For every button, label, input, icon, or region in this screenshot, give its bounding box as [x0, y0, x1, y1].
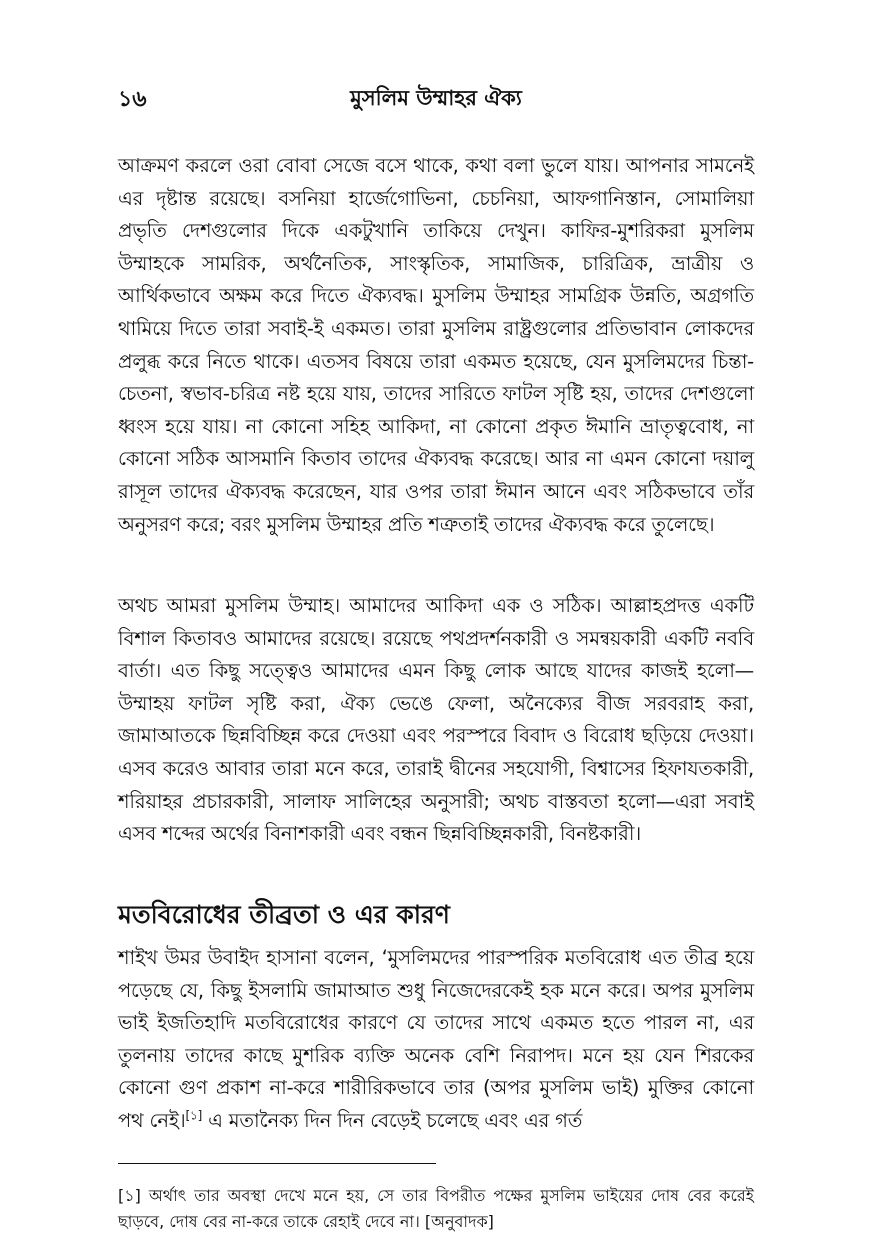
running-title: মুসলিম উম্মাহর ঐক্য — [350, 86, 522, 110]
page-header — [118, 82, 754, 118]
footnote-reference[interactable]: [১] — [185, 1108, 203, 1123]
book-page — [118, 0, 754, 1252]
footnote: [১] অর্থাৎ তার অবস্থা দেখে মনে হয়, সে তার বিপরীত পক্ষের মুসলিম ভাইয়ের দোষ বের করেই ছাড়বে, দোষ বের না-করে তাকে রেহাই দেবে না। [অনুবাদক] — [118, 1186, 754, 1231]
body-paragraph-1: আক্রমণ করলে ওরা বোবা সেজে বসে থাকে, কথা বলা ভুলে যায়। আপনার সামনেই এর দৃষ্টান্ত রয়েছে। বসনিয়া হার্জেগোভিনা, চেচনিয়া, আফগানিস্তান, সোমালিয়া প্রভৃতি দেশগুলোর দিকে একটুখানি তাকিয়ে দেখুন। কাফির-মুশরিকরা মুসলিম উম্মাহকে সামরিক, অর্থনৈতিক, সাংস্কৃতিক, সামাজিক, চারিত্রিক, ভ্রাত্রীয় ও আর্থিকভাবে অক্ষম করে দিতে ঐক্যবদ্ধ। মুসলিম উম্মাহর সামগ্রিক উন্নতি, অগ্রগতি থামিয়ে দিতে তারা সবাই-ই একমত। তারা মুসলিম রাষ্ট্রগুলোর প্রতিভাবান লোকদের প্রলুব্ধ করে নিতে থাকে। এতসব বিষয়ে তারা একমত হয়েছে, যেন মুসলিমদের চিন্তা-চেতনা, স্বভাব-চরিত্র নষ্ট হয়ে যায়, তাদের সারিতে ফাটল সৃষ্টি হয়, তাদের দেশগুলো ধ্বংস হয়ে যায়। না কোনো সহিহ আকিদা, না কোনো প্রকৃত ঈমানি ভ্রাতৃত্ববোধ, না কোনো সঠিক আসমানি কিতাব তাদের ঐক্যবদ্ধ করেছে। আর না এমন কোনো দয়ালু রাসূল তাদের ঐক্যবদ্ধ করেছেন, যার ওপর তারা ঈমান আনে এবং সঠিকভাবে তাঁর অনুসরণ করে; বরং মুসলিম উম্মাহর প্রতি শত্রুতাই তাদের ঐক্যবদ্ধ করে তুলেছে। — [118, 154, 755, 536]
body-paragraph-3 — [118, 942, 754, 1138]
body-paragraph-2: অথচ আমরা মুসলিম উম্মাহ। আমাদের আকিদা এক ও সঠিক। আল্লাহপ্রদত্ত একটি বিশাল কিতাবও আমাদের রয়েছে। রয়েছে পথপ্রদর্শনকারী ও সমন্বয়কারী একটি নববি বার্তা। এত কিছু সত্ত্বেও আমাদের এমন কিছু লোক আছে যাদের কাজই হলো—উম্মাহয় ফাটল সৃষ্টি করা, ঐক্য ভেঙে ফেলা, অনৈক্যের বীজ সরবরাহ করা, জামাআতকে ছিন্নবিচ্ছিন্ন করে দেওয়া এবং পরস্পরে বিবাদ ও বিরোধ ছড়িয়ে দেওয়া। এসব করেও আবার তারা মনে করে, তারাই দ্বীনের সহযোগী, বিশ্বাসের হিফাযতকারী, শরিয়াহর প্রচারকারী, সালাফ সালিহের অনুসারী; অথচ বাস্তবতা হলো—এরা সবাই এসব শব্দের অর্থের বিনাশকারী এবং বন্ধন ছিন্নবিচ্ছিন্নকারী, বিনষ্টকারী। — [118, 594, 754, 846]
page-number: ১৬ — [118, 87, 147, 112]
paragraph-3-continuation: এ মতানৈক্য দিন দিন বেড়েই চলেছে এবং এর গর্ত — [202, 1108, 583, 1132]
footnote-divider — [118, 1163, 436, 1164]
section-heading: মতবিরোধের তীব্রতা ও এর কারণ — [118, 900, 450, 929]
paragraph-3-text: শাইখ উমর উবাইদ হাসানা বলেন, ‘মুসলিমদের পারস্পরিক মতবিরোধ এত তীব্র হয়ে পড়েছে যে, কিছু ইসলামি জামাআত শুধু নিজেদেরকেই হক মনে করে। অপর মুসলিম ভাই ইজতিহাদি মতবিরোধের কারণে যে তাদের সাথে একমত হতে পারল না, এর তুলনায় তাদের কাছে মুশরিক ব্যক্তি অনেক বেশি নিরাপদ। মনে হয় যেন শিরকের কোনো গুণ প্রকাশ না-করে শারীরিকভাবে তার (অপর মুসলিম ভাই) মুক্তির কোনো পথ নেই। — [118, 946, 754, 1132]
